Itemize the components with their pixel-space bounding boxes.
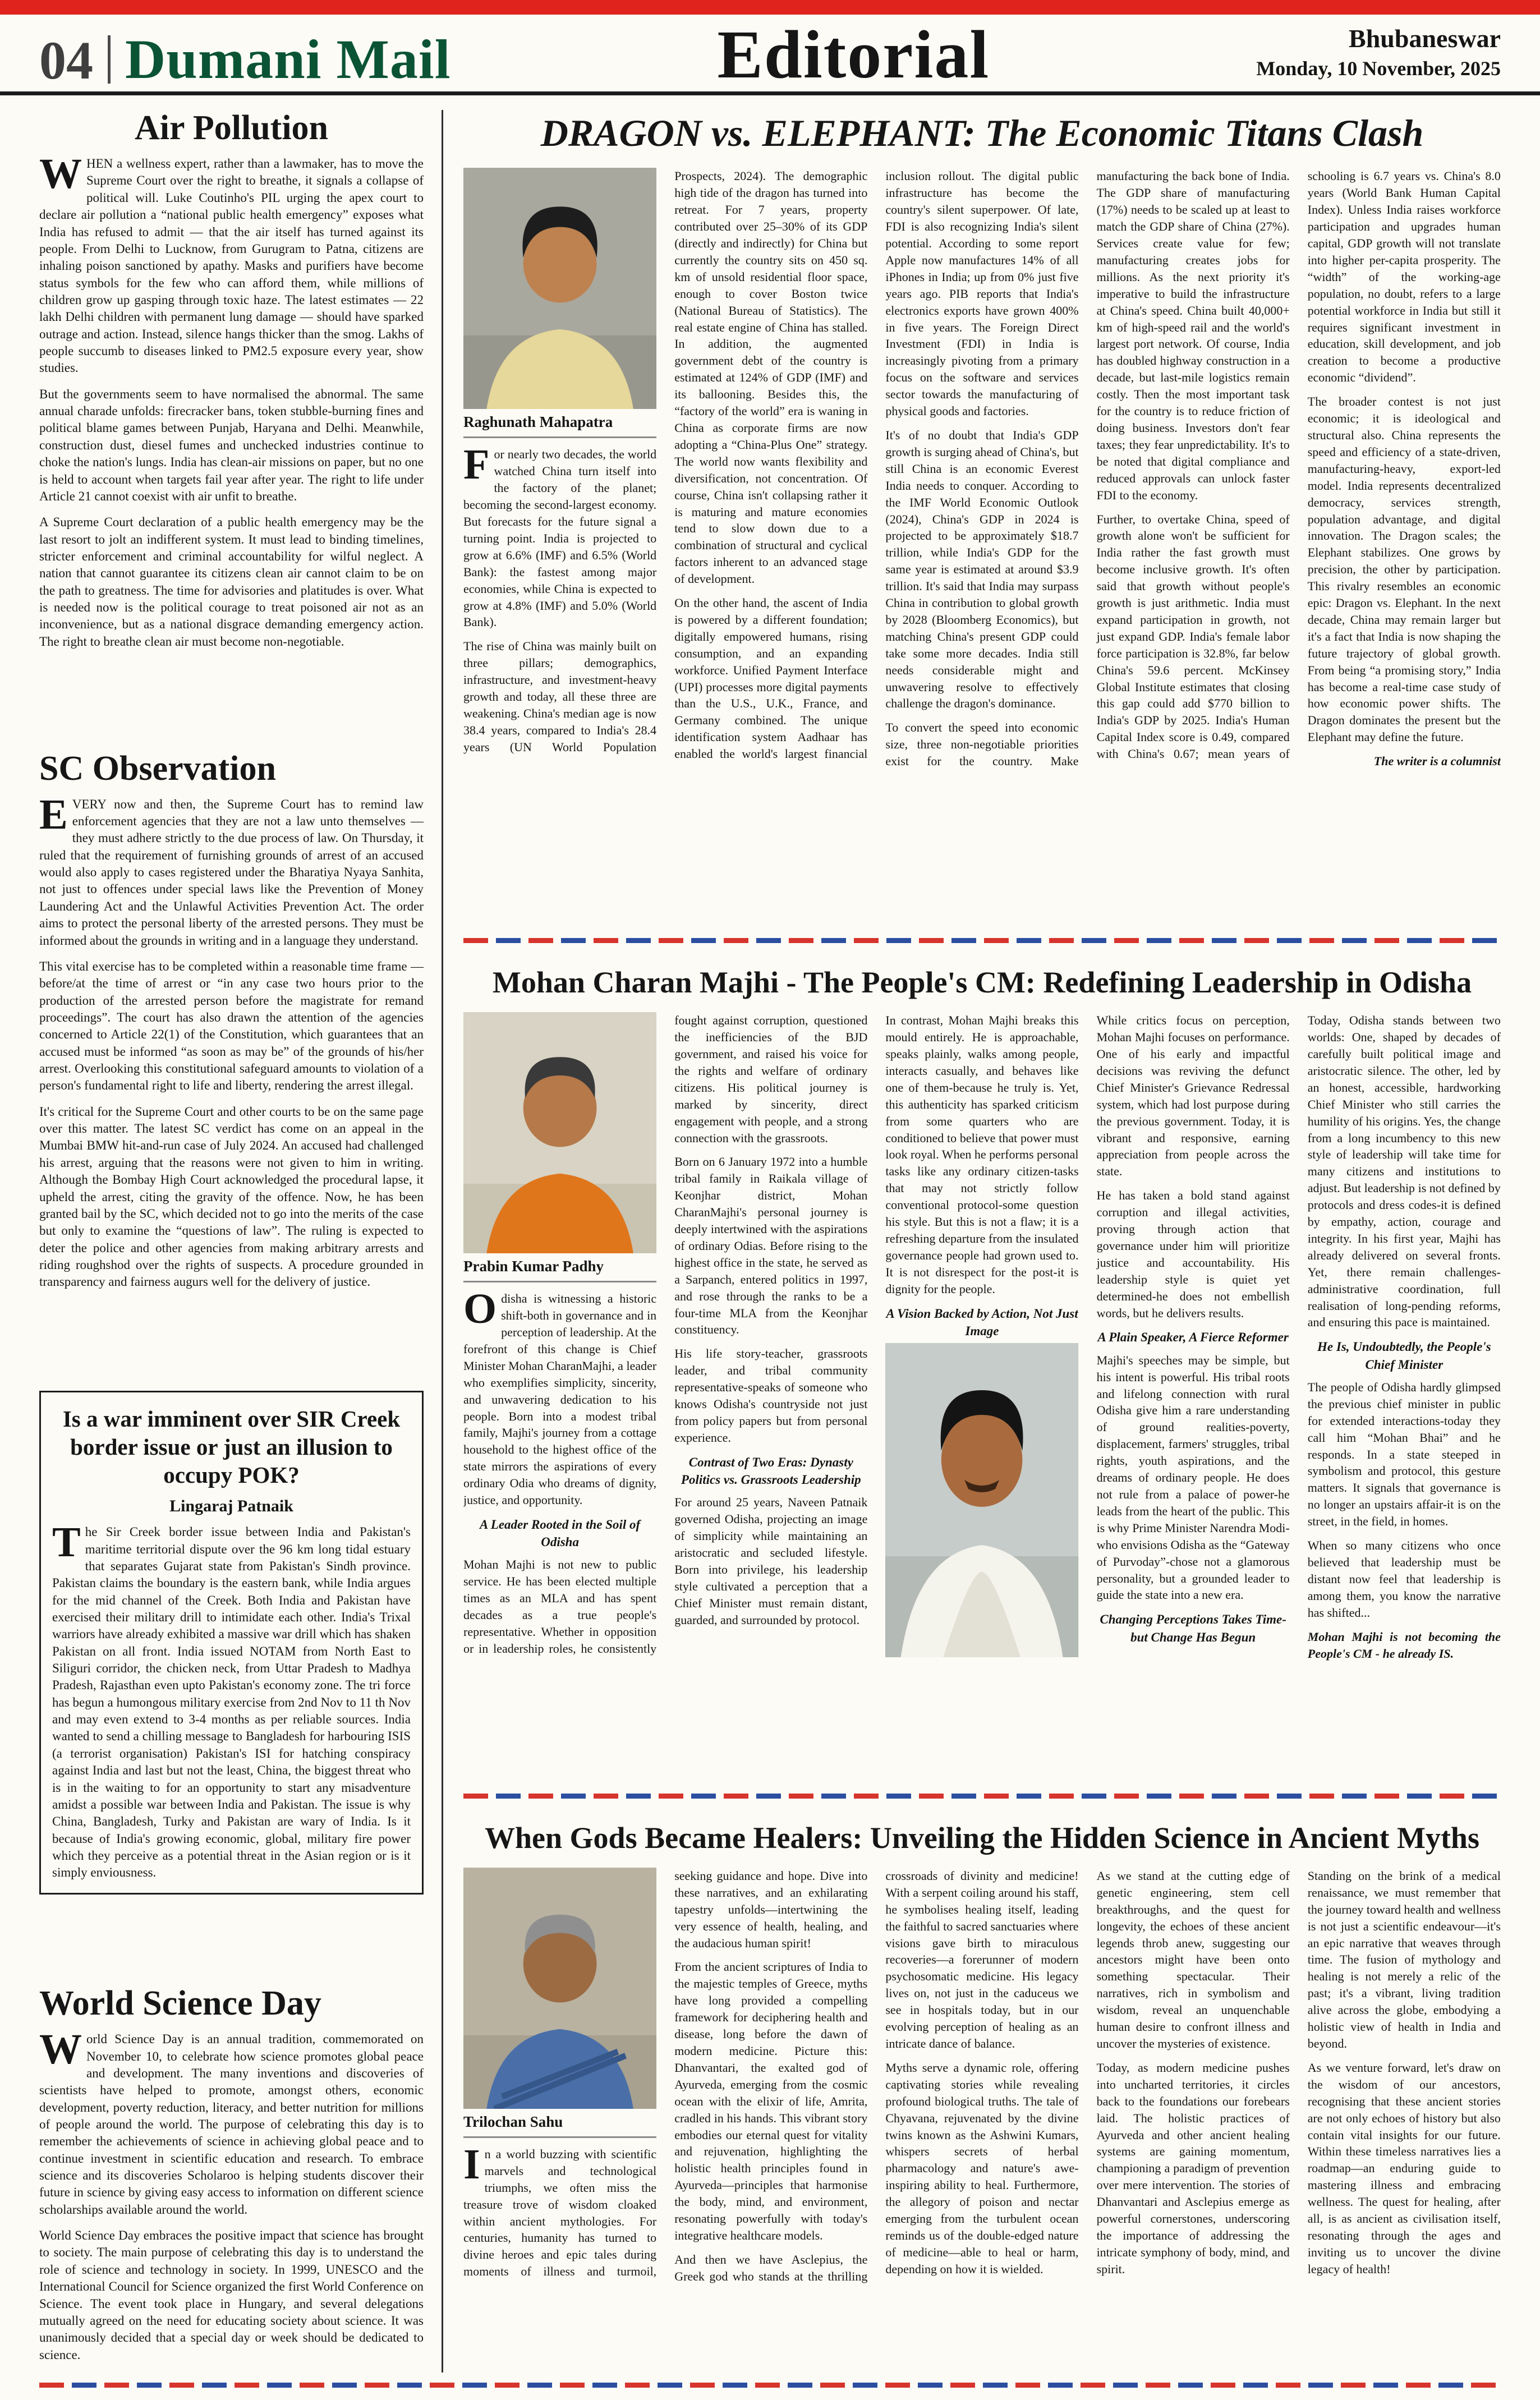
paragraph: Today, as modern medicine pushes into uncharted territories, it circles back to the foundations our forebears laid. The holistic practices of Ayurveda and other ancient healing systems are gaining momentum, championing a paradigm of prevention over mere intervention. The stories of Dhanvantari and Asclepius emerge as powerful cornerstones, underscoring the importance of addressing the intricate symphony of body, mind, and spirit. [1096, 2060, 1290, 2276]
paragraph: Today, Odisha stands between two worlds: One, shaped by decades of carefully built political image and aristocratic silence. The other, led by an honest, accessible, hardworking Chief Minister who still carries the humility of his origins. Yes, the change from a long incumbency to this new style of leadership will take time for many citizens and institutions to adjust. But leadership is not defined by protocols and dress codes-it is defined by empathy, action, courage and integrity. In his first year, Majhi has already delivered on several fronts. Yet, there remain challenges-administrative coordination, full realisation of long-pending reforms, and ensuring this pace is maintained. [1307, 1013, 1501, 1330]
paragraph: This vital exercise has to be completed within a reasonable time frame — before/at the time of arrest or “in any case two hours prior to the production of the arrested person before the magistrate for remand proceedings”. The court has also drawn the attention of the agencies concerned to Article 22(1) of the Constitution, which guarantees that an accused must be informed “as soon as may be” of the grounds of his/her arrest. Overlooking this constitutional safeguard amounts to violation of a person's fundamental right to life and liberty, rendering the arrest illegal. [39, 959, 424, 1093]
paragraph: WHEN a wellness expert, rather than a lawmaker, has to move the Supreme Court over the right to breathe, it signals a collapse of political will. Luke Coutinho's PIL urging the apex court to declare air pollution a “national public health emergency” exposes what India has refused to admit — that the air itself has turned against its people. From Delhi to Lucknow, from Gurugram to Patna, citizens are inhaling poison sanctioned by apathy. Masks and purifiers have become status symbols for the few who can afford them, while millions of children grow up gasping through toxic haze. The latest estimates — 22 lakh Delhi children with permanent lung damage — should have sparked outrage and action. Instead, silence hangs thicker than the smog. Lakhs of people succumb to diseases linked to PM2.5 exposure every year, show studies. [39, 150, 424, 375]
mohan-majhi-photo [885, 1343, 1078, 1657]
paragraph: For around 25 years, Naveen Patnaik governed Odisha, projecting an image of simplicity while maintaining an aristocratic and secluded lifestyle. Born into privilege, his leadership style cultivated a perception that a Chief Minister must remain distant, guarded, and surrounded by protocol. [674, 1495, 868, 1627]
subheading: He Is, Undoubtedly, the People's Chief Minister [1317, 1340, 1491, 1372]
masthead-title: Dumani Mail [125, 28, 451, 90]
paragraph: As we stand at the cutting edge of genetic engineering, stem cell breakthroughs, and the quest for longevity, the echoes of these ancient legends throb anew, suggesting our ancestors might have been onto something spectacular. Their narratives, rich in symbolism and wisdom, reveal an unquenchable human desire to confront illness and uncover the mysteries of existence. [1096, 1868, 1290, 2051]
paragraph: To convert the speed into economic size, three non-negotiable priorities exist for the country. Make manufacturing the back bone of India. The GDP share of manufacturing (17%) needs to be scaled up at least to match the GDP share of China (27%). Services create value for few; manufacturing creates jobs for millions. As the next priority it's imperative to build the infrastructure at China's speed. China built 40,000+ km of high-speed rail and the world's largest port network. Of course, India has doubled highway construction in a decade, but last-mile logistics remain costly. Then the most important task for the country is to reduce friction of doing business. Investors don't fear taxes; they fear unpredictability. It's to be noted that digital compliance and reduced approvals can unlock faster FDI to the economy. [885, 169, 1290, 769]
main-column [443, 110, 1501, 2373]
paragraph: As we venture forward, let's draw on the wisdom of our ancestors, recognising that these ancient stories are not only echoes of history but also contain vital insights for our future. Within these timeless narratives lies a roadmap—an enduring guide to mastering illness and embracing wellness. The quest for healing, after all, is as ancient as civilisation itself, resonating through the ages and inviting us to uncover the divine legacy of health! [1307, 2060, 1501, 2276]
paragraph: He has taken a bold stand against corruption and illegal activities, proving through action that governance under him will prioritize justice and accountability. His leadership style is quiet yet determined-he does not embellish words, but he delivers results. [1096, 1188, 1290, 1320]
mohan-majhi-photo-block [885, 1343, 1078, 1657]
author-caption: Raghunath Mahapatra [463, 409, 656, 438]
paragraph: Mohan Majhi is not new to public service. He has been elected multiple times as an MLA and has spent decades as a true people's representative. Whether in opposition or in leadership roles, he consistently fought against corruption, questioned the inefficiencies of the BJD government, and raised his voice for the rights and welfare of ordinary citizens. His political journey is marked by sincerity, direct engagement with people, and a strong connection with the grassroots. [463, 1013, 868, 1656]
paragraph: It's critical for the Supreme Court and other courts to be on the same page over this matter. The latest SC verdict has come on an appeal in the Mumbai BMW hit-and-run case of July 2024. An accused had challenged his arrest, arguing that the reasons were not given to him in writing. Although the Bombay High Court acknowledged the procedural lapse, it upheld the arrest, citing the gravity of the offence. Now, he has been granted bail by the SC, which decided not to go into the merits of the case but only to examine the “questions of law”. The ruling is expected to deter the police and other agencies from making arbitrary arrests and riding roughshod over the rights of suspects. A procedure grounded in transparency and fairness augurs well for the delivery of justice. [39, 1104, 424, 1289]
paragraph: For nearly two decades, the world watched China turn itself into the factory of the planet; becoming the second-largest economy. But forecasts for the future signal a turning point. India is projected to grow at 6.6% (IMF) and 6.5% (World Bank): the fastest among major economies, while China is expected to grow at 4.8% (IMF) and 5.0% (World Bank). [463, 441, 657, 629]
section-title: Editorial [717, 17, 990, 93]
paragraph: From the ancient scriptures of India to the majestic temples of Greece, myths have long provided a compelling framework for deciphering health and disease, long before the dawn of modern medicine. Picture this: Dhanvantari, the exalted god of Ayurveda, emerging from the cosmic ocean with the elixir of life, Amrita, cradled in his hands. This vibrant story embodies our eternal quest for vitality and rejuvenation, highlighting the holistic health principles found in Ayurveda—principles that harmonise the body, mind, and environment, resonating powerfully with today's integrative healthcare models. [674, 1960, 868, 2242]
paragraph: His life story-teacher, grassroots leader, and tribal community representative-speaks of someone who knows Odisha's countryside not just from policy papers but from personal experience. [674, 1346, 868, 1445]
paragraph: EVERY now and then, the Supreme Court has to remind law enforcement agencies that they are not a law unto themselves — they must adhere strictly to the due process of law. On Thursday, it ruled that the requirement of furnishing grounds of arrest of an accused would also apply to cases registered under the Bharatiya Nyaya Sanhita, not just to offences under special laws like the Prevention of Money Laundering Act and the Unlawful Activities Prevention Act. The order aims to protect the personal liberty of the arrested persons. They must be informed about the grounds in writing and in a language they understand. [39, 790, 424, 948]
article-majhi [463, 961, 1501, 1775]
author-photo-block [463, 168, 656, 438]
paragraph: It's of no doubt that India's GDP growth is surging ahead of China's, but still China is an economic Everest India needs to conquer. According to the IMF World Economic Outlook (2024), China's GDP in 2024 is projected to be approximately $18.7 trillion, while India's GDP for the same year is estimated at around $3.9 trillion. It's said that India may surpass China in contribution to global growth by 2028 (Bloomberg Economics), but matching China's present GDP could take some more decades. India still needs considerable might and unwavering resolve to effectively challenge the dragon's dominance. [885, 427, 1079, 711]
majhi-columns [463, 1012, 1501, 1775]
paragraph: The rise of China was mainly built on three pillars; demographics, infrastructure, and investment-heavy growth and today, all these three are weakening. China's median age is now 38.4 years, compared to India's 28.4 years (UN World Population Prospects, 2024). The demographic high tide of the dragon has turned into retreat. For 7 years, property contributed over 25–30% of its GDP (directly and indirectly) for China but currently the country sits on 450 sq. km of unsold residential floor space, enough to cover Boston twice (National Bureau of Statistics). The real estate engine of China has stalled. In addition, the augmented government debt of the country is estimated at 124% of GDP (IMF) and its ballooning. Besides this, the “factory of the world” era is waning in China as corporate firms are now adopting a “China-Plus One” strategy. The world now wants flexibility and diversification, not concentration. Of course, China isn't collapsing rather it is maturing and mature economies tend to slow down due to a combination of structural and cyclical factors inherent to an advanced stage of development. [463, 169, 868, 754]
page-number: 04 [39, 30, 93, 90]
paragraph: World Science Day is an annual tradition, commemorated on November 10, to celebrate how science promotes global peace and development. The many inventions and discoveries of scientists have helped to promote, amongst others, economic development, poverty reduction, literacy, and better nutrition for millions of people around the world. The purpose of celebrating this day is to remember the achievements of science in achieving global peace and to continue investment in scientific education and research. To embrace science and its discoveries Scholaroo is helping students discover their future in science by giving easy access to information on different science scholarships available around the world. [39, 2026, 424, 2217]
masthead-group [39, 28, 451, 90]
subheading: Changing Perceptions Takes Time-but Change Has Begun [1100, 1612, 1286, 1644]
article-air-pollution [39, 110, 424, 659]
world-science-day-body [39, 2026, 424, 2364]
paragraph: Born on 6 January 1972 into a humble tribal family in Raikala village of Keonjhar district, Mohan CharanMajhi's personal journey is deeply intertwined with the aspirations of ordinary Odias. Before rising to the highest office in the state, he served as a Sarpanch, entered politics in 1997, and rose through the ranks to be a four-time MLA from the Keonjhar constituency. [674, 1155, 868, 1337]
majhi-body-part-2 [1097, 1012, 1501, 1662]
trilochan-sahu-photo [463, 1868, 656, 2109]
paragraph: Standing on the brink of a medical renaissance, we must remember that the journey toward health and wellness is not just a scientific endeavour—it's an epic narrative that weaves through time. The fusion of mythology and healing is not merely a relic of the past; it's a vibrant, living tradition alive across the globe, embodying a holistic view of health in India and beyond. [1307, 1868, 1501, 2051]
paragraph: A Supreme Court declaration of a public health emergency may be the last resort to jolt an indifferent system. It must lead to binding timelines, stricter enforcement and criminal accountability for wilful neglect. A nation that cannot guarantee its citizens clean air cannot claim to be on the path to greatness. The time for advisories and platitudes is over. What is needed now is the political courage to treat poisoned air not as an inconvenience, but as a national disgrace demanding emergency action. The right to breathe clean air must become non-negotiable. [39, 515, 424, 649]
paragraph: The writer is a columnist [1373, 754, 1501, 769]
article-separator [463, 1794, 1501, 1799]
article-sc-observation [39, 751, 424, 1300]
article-world-science-day [39, 1985, 424, 2373]
author-caption: Trilochan Sahu [463, 2109, 656, 2138]
masthead-divider [108, 35, 111, 84]
article-gods-healers [463, 1817, 1501, 2373]
air-pollution-body [39, 150, 424, 650]
subheading: A Vision Backed by Action, Not Just Image [886, 1306, 1078, 1338]
portrait-illustration [463, 168, 656, 409]
paragraph: Majhi's speeches may be simple, but his intent is powerful. His tribal roots and lifelong connection with rural Odisha give him a rare understanding of ground realities-poverty, displacement, farmers' struggles, tribal rights, youth aspirations, and the dreams of ordinary people. He does not rule from a palace of power-he leads from the heart of the public. This is why Prime Minister Narendra Modi-who envisions Odisha as the “Gateway of Purvoday”-chose not a glamorous personality, but a grounded leader to guide the state into a new era. [1096, 1353, 1290, 1602]
sc-observation-title: SC Observation [39, 749, 276, 788]
air-pollution-title: Air Pollution [134, 110, 329, 147]
paragraph: The broader contest is not just economic; it is ideological and structural also. China represents the speed and efficiency of a state-driven, manufacturing-heavy, export-led model. India represents decentralized democracy, services strength, population advantage, and digital innovation. The Dragon scales; the Elephant stabilizes. One grows by precision, the other by participation. This rivalry resembles an economic epic: Dragon vs. Elephant. In the next decade, China may remain larger but it's a fact that India is now shaping the future trajectory of global growth. From being “a promising story,” India has become a real-time case study of how economic power shifts. The Dragon dominates the present but the Elephant may define the future. [1307, 394, 1501, 744]
paragraph: The people of Odisha hardly glimpsed the previous chief minister in public for extended interactions-today they call him “Mohan Bhai” and he responds. In a state steeped in symbolism and protocol, this gesture matters. It signals that governance is no longer an upstairs affair-it is on the street, in the field, in homes. [1307, 1380, 1501, 1529]
subheading: A Leader Rooted in the Soil of Odisha [479, 1517, 641, 1550]
sc-observation-body [39, 790, 424, 1291]
paragraph: The Sir Creek border issue between India and Pakistan's maritime territorial dispute over the 96 km long tidal estuary that separates Gujarat state from Pakistan's Sindh province. Pakistan claims the boundary is the eastern bank, while India argues for the mid channel of the Creek. Both India and Pakistan have exercised their military drill to intimidate each other. India's Trixal warriors have already exhibited a massive war drill which has shaken Pakistan on all front. India issued NOTAM from North East to Siliguri corridor, the chicken neck, from Uttar Pradesh to Madhya Pradesh, Rajasthan even upto Pakistan's economy zone. The tri force has begun a humongous military exercise from 2nd Nov to 11 th Nov and may even extend to 3-4 months as per reliable sources. India wanted to send a chilling message to Bangladesh for harbouring ISIS (a terrorist organisation) Pakistan's ISI for hatching conspiracy against India and last but not the least, China, the biggest threat who is in the waiting to for an opportunity to start any misadventure amidst a possible war between India and Pakistan. The issue is why China, Bangladesh, Turky and Pakistan are wary of India. Is it because of India's growing economic, global, military fire power which they perceive as a potential threat in the Asian region or is it simply enviousness. [52, 1519, 411, 1880]
page-header [0, 15, 1540, 95]
left-column [39, 110, 443, 2373]
paragraph: While critics focus on perception, Mohan Majhi focuses on performance. One of his early and impactful decisions was reviving the defunct Chief Minister's Grievance Redressal system, which had lost purpose during the previous government. Today, it is vibrant and responsive, earning appreciation from people across the state. [1096, 1013, 1290, 1179]
bottom-separator [39, 2383, 1501, 2388]
paragraph: On the other hand, the ascent of India is powered by a different foundation; digitally empowered humans, rising consumption, and an expanding workforce. Unified Payment Interface (UPI) processes more digital payments than the U.S., U.K., France, and Germany combined. The unique identification system Aadhaar has enabled the world's largest financial inclusion rollout. The digital public infrastructure has become the country's silent superpower. Of late, FDI is also recognizing India's silent potential. According to some report Apple now manufactures 14% of all iPhones in India; up from 0% just five years ago. PIB reports that India's electronics exports have grown 400% in five years. The Foreign Direct Investment (FDI) in India is increasingly pivoting from a primary focus on the software and services sector towards the manufacturing of physical goods and factories. [674, 169, 1079, 761]
gods-healers-headline: When Gods Became Healers: Unveiling the Hidden Science in Ancient Myths [485, 1821, 1479, 1855]
article-sir-creek [39, 1391, 424, 1895]
prabin-kumar-padhy-photo [463, 1012, 656, 1253]
portrait-illustration [463, 1868, 656, 2109]
dragon-elephant-columns [463, 168, 1501, 919]
paragraph: Myths serve a dynamic role, offering captivating stories while revealing profound biological truths. The tale of Chyavana, rejuvenated by the divine twins known as the Ashwini Kumars, whispers secrets of herbal pharmacology and nature's awe-inspiring ability to heal. Furthermore, the allegory of poison and nectar emerging from the turbulent ocean reminds us of the double-edged nature of medicine—able to heal or harm, depending on how it is wielded. [885, 2060, 1079, 2276]
paragraph: But the governments seem to have normalised the abnormal. The same annual charade unfolds: firecracker bans, token stubble-burning fines and political blame games between Punjab, Haryana and Delhi. Meanwhile, construction dust, diesel fumes and unchecked industries continue to choke the nation's lungs. India has clean-air missions on paper, but no one is held to account when targets fail year after year. The right to life under Article 21 cannot coexist with air unfit to breathe. [39, 387, 424, 503]
paragraph: In a world buzzing with scientific marvels and technological triumphs, we often miss the treasure trove of wisdom cloaked within ancient mythologies. For centuries, humanity has turned to divine heroes and epic tales during moments of illness and turmoil, seeking guidance and hope. Dive into these narratives, and an exhilarating tapestry unfolds—intertwining the very essence of health, healing, and the audacious human spirit! [463, 1868, 868, 2279]
paragraph: World Science Day embraces the positive impact that science has brought to society. The main purpose of celebrating this day is to understand the role of science and technology in society. In 1999, UNESCO and the International Council for Science organized the first World Conference on Science. The event took place in Hungary, and several delegations mutually agreed on the need for educating society about science. It was unanimously decided that a special day or week should be dedicated to science. [39, 2228, 424, 2362]
gods-healers-columns [463, 1868, 1501, 2373]
raghunath-mahapatra-photo [463, 168, 656, 409]
world-science-day-title: World Science Day [39, 1984, 321, 2023]
portrait-illustration [463, 1012, 656, 1253]
portrait-illustration [885, 1343, 1078, 1657]
paragraph: Further, to overtake China, speed of growth alone won't be sufficient for India rather the fast growth must become inclusive growth. It's often said that growth without people's growth is just arithmetic. India must expand participation in growth, not just expand GDP. India's female labor force participation is 32.8%, far below China's 59.6 percent. McKinsey Global Institute estimates that closing this gap could add $770 billion to India's GDP by 2025. India's Human Capital Index score is 0.49, compared with China's 0.67; mean years of schooling is 6.7 years vs. China's 8.0 years (World Bank Human Capital Index). Unless India raises workforce participation and upgrades human capital, GDP growth will not translate into higher per-capita prosperity. The “width” of the working-age population, no doubt, refers to a large potential workforce in India but still it requires significant investment in education, skill development, and job creation to become a productive economic “dividend”. [1096, 169, 1501, 761]
issue-date: Monday, 10 November, 2025 [1256, 57, 1501, 80]
paragraph: Mohan Majhi is not becoming the People's CM - he already IS. [1307, 1629, 1501, 1661]
author-photo-block [463, 1012, 656, 1282]
subheading: Contrast of Two Eras: Dynasty Politics vs. Grassroots Leadership [681, 1455, 861, 1487]
article-dragon-elephant [463, 110, 1501, 919]
sir-creek-title: Is a war imminent over SIR Creek border issue or just an illusion to occupy POK? [62, 1406, 401, 1488]
sir-creek-body [52, 1519, 411, 1882]
content-area [0, 95, 1540, 2378]
paragraph: When so many citizens who once believed that leadership must be distant now feel that leadership is among them, you know the narrative has shifted... [1307, 1538, 1501, 1620]
majhi-headline: Mohan Charan Majhi - The People's CM: Redefining Leadership in Odisha [492, 965, 1472, 1000]
paragraph: In contrast, Mohan Majhi breaks this mould entirely. He is approachable, speaks plainly, walks among people, interacts casually, and behaves like one of them-because he truly is. Yet, this authenticity has sparked criticism from some quarters who are conditioned to believe that power must look royal. When he performs personal tasks like any ordinary citizen-tasks that may not strictly follow conventional protocol-some question his style. But this is not a flaw; it is a refreshing departure from the insulated governance people had grown used to. It is not disrespect for the post-it is dignity for the people. [885, 1013, 1079, 1296]
article-separator [463, 938, 1501, 943]
dateline [1256, 24, 1501, 86]
sir-creek-byline: Lingaraj Patnaik [169, 1497, 293, 1516]
paragraph: Odisha is witnessing a historic shift-both in governance and in perception of leadership. At the forefront of this change is Chief Minister Mohan CharanMajhi, a leader who exemplifies simplicity, sincerity, and unwavering dedication to his people. Born into a modest tribal family, Majhi's journey from a cottage household to the highest office of the state mirrors the aspirations of every ordinary Odia who dreams of dignity, justice, and opportunity. [463, 1285, 657, 1507]
top-accent-bar [0, 0, 1540, 15]
author-caption: Prabin Kumar Padhy [463, 1253, 656, 1282]
dragon-elephant-headline: DRAGON vs. ELEPHANT: The Economic Titans Clash [540, 112, 1424, 154]
subheading: A Plain Speaker, A Fierce Reformer [1097, 1330, 1289, 1345]
paragraph: And then we have Asclepius, the Greek god who stands at the thrilling crossroads of divinity and medicine! With a serpent coiling around his staff, he symbolises healing itself, leading the faithful to sacred sanctuaries where visions gave birth to miraculous recoveries—a forerunner of modern psychosomatic medicine. His legacy lives on, not just in the caduceus we see in hospitals today, but in our evolving perception of healing as an intricate dance of balance. [674, 1868, 1079, 2283]
author-photo-block [463, 1868, 656, 2138]
city-name: Bhubaneswar [1349, 24, 1501, 53]
